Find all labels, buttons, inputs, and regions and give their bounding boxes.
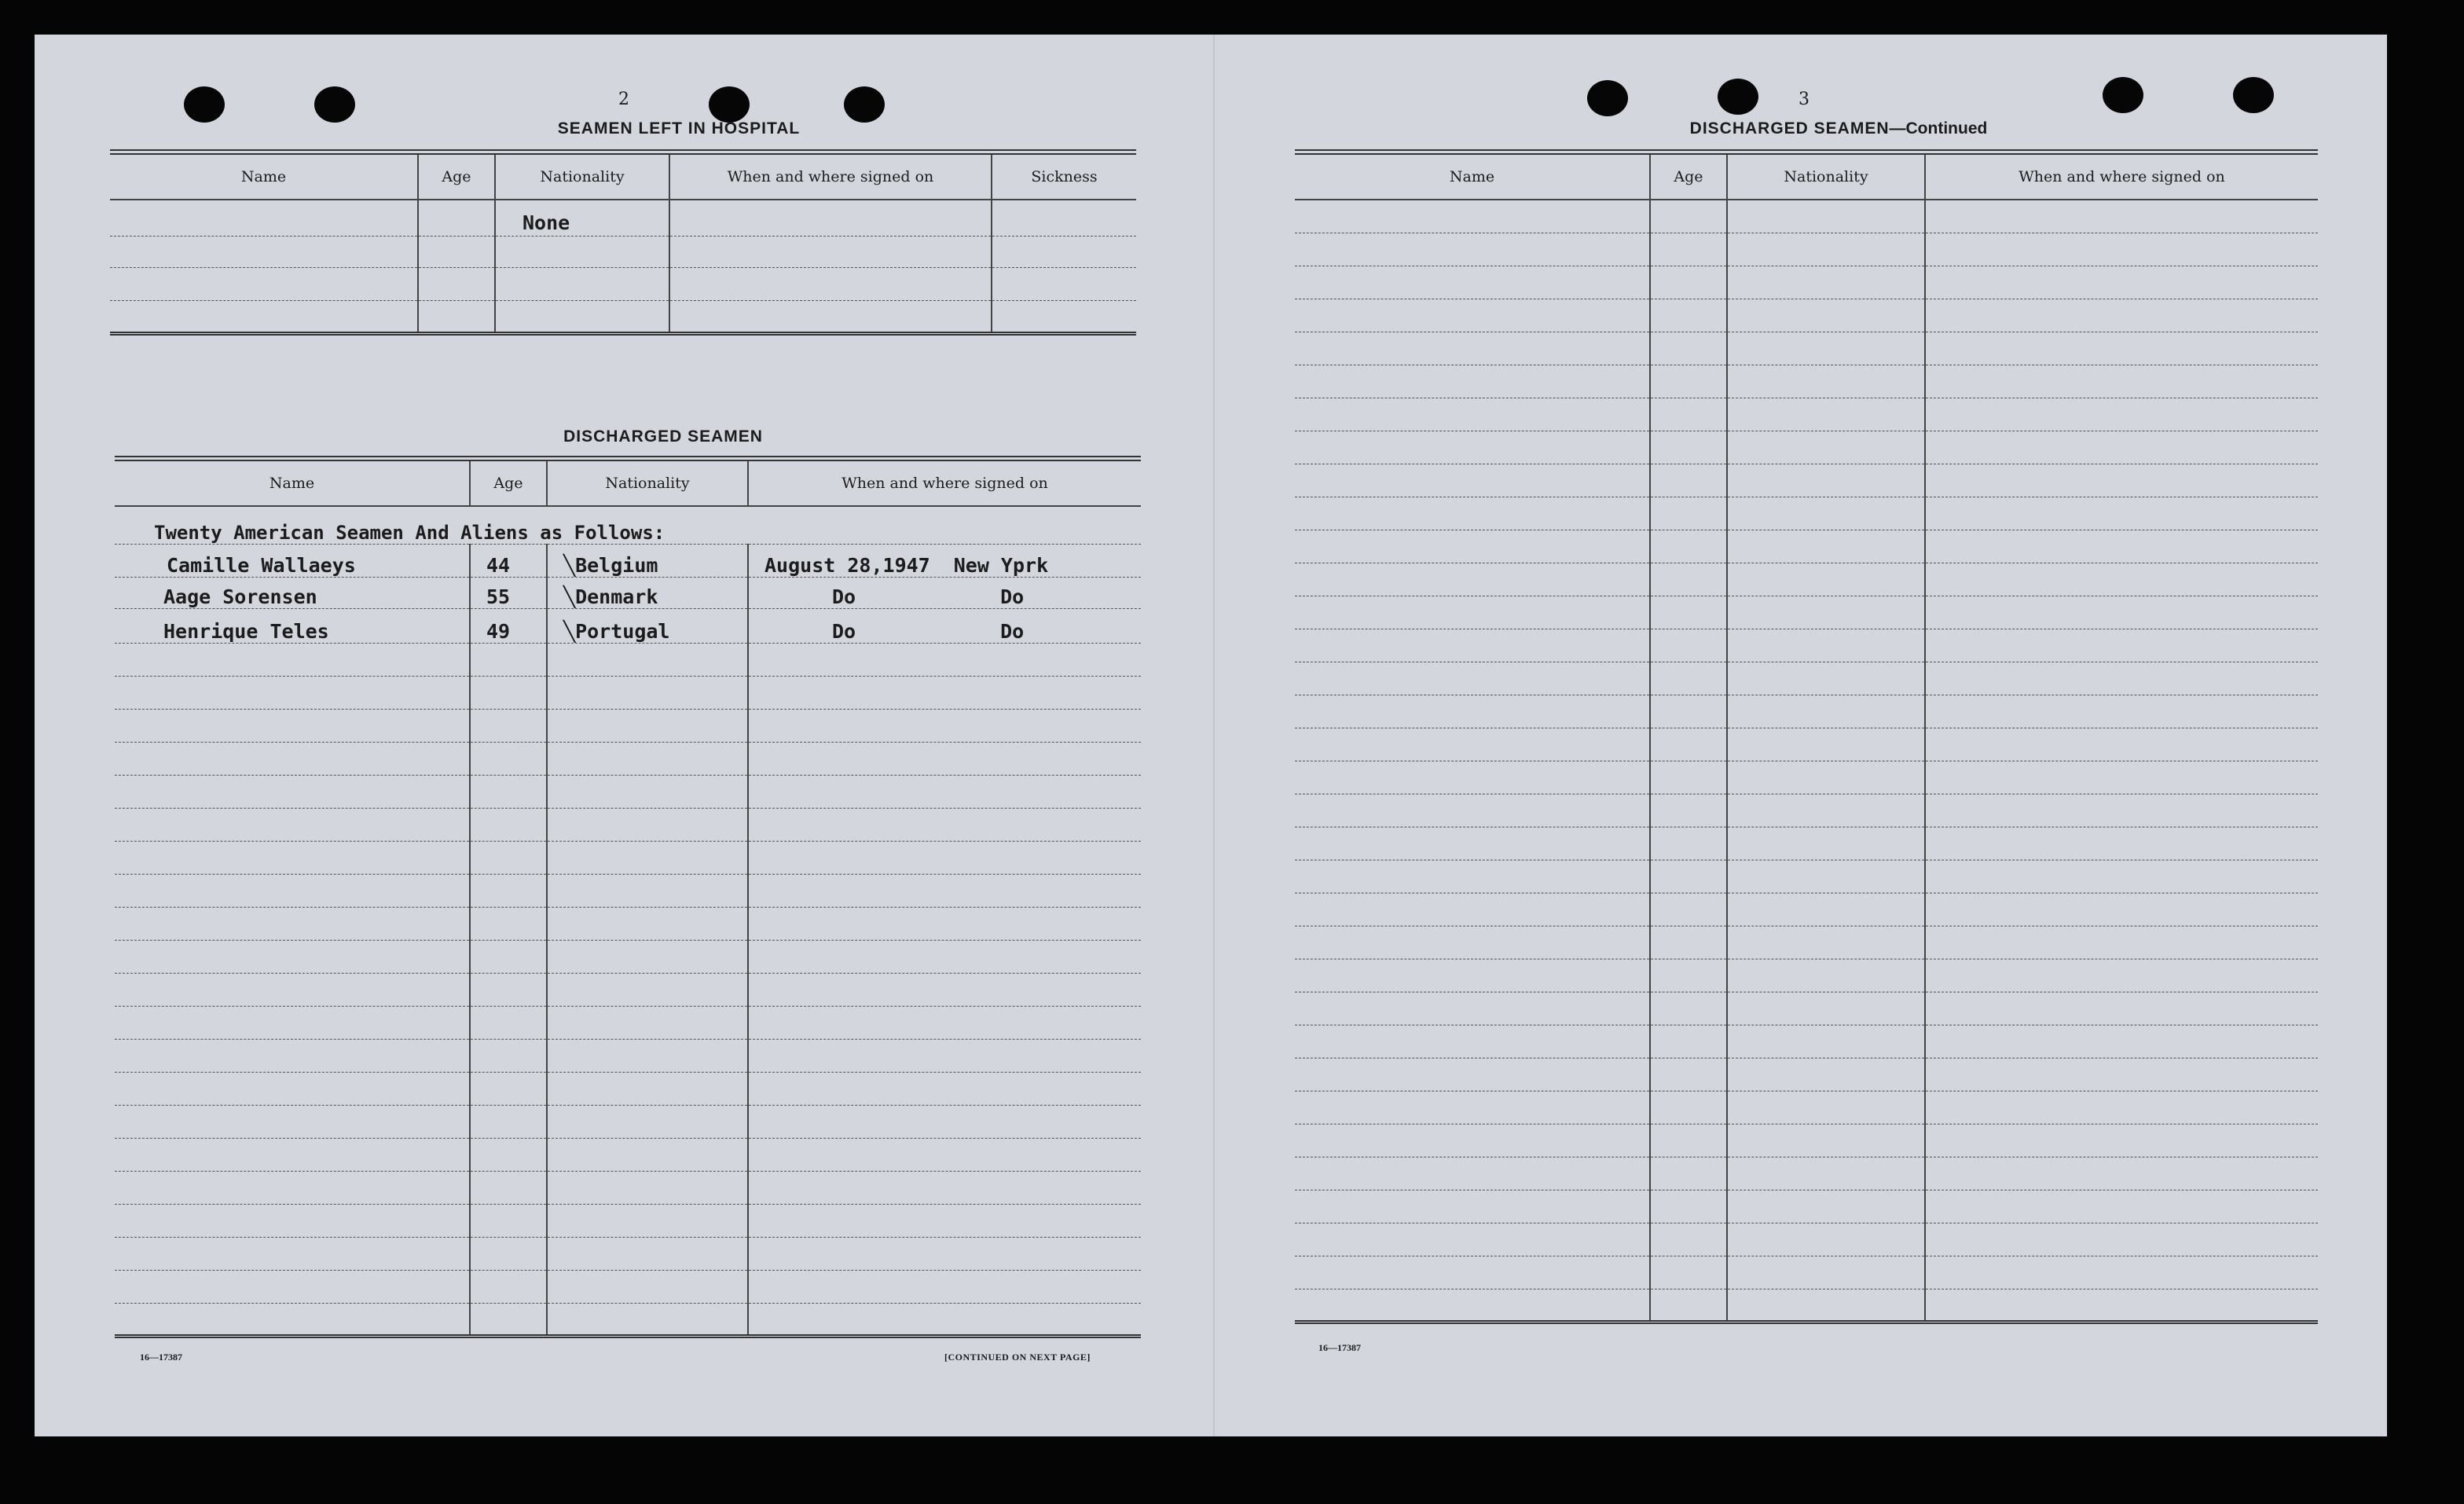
crew-signed-date: August 28,1947	[764, 553, 930, 577]
column-header-signed-on: When and where signed on	[669, 152, 992, 200]
blank-row	[1295, 1124, 2318, 1157]
discharged-section-title: DISCHARGED SEAMEN	[563, 427, 763, 446]
blank-row	[1295, 266, 2318, 299]
form-number: 16—17387	[1318, 1342, 1361, 1353]
column-header-sickness: Sickness	[992, 152, 1136, 200]
hospital-none-entry: None	[495, 200, 669, 236]
table-row	[110, 267, 1136, 300]
hospital-table	[110, 149, 1136, 336]
continued-note: [CONTINUED ON NEXT PAGE]	[944, 1352, 1091, 1363]
blank-row	[1295, 893, 2318, 926]
column-header-signed-on: When and where signed on	[748, 459, 1141, 507]
blank-row	[1295, 695, 2318, 728]
crew-row	[115, 577, 1141, 608]
blank-row	[1295, 1058, 2318, 1091]
blank-row	[115, 874, 1141, 907]
blank-row	[115, 709, 1141, 742]
crew-age: 44	[470, 544, 547, 577]
blank-row	[1295, 200, 2318, 233]
crew-signed-on	[748, 544, 1141, 577]
blank-row	[115, 1303, 1141, 1336]
blank-row	[1295, 662, 2318, 695]
discharged-continued-table	[1295, 149, 2318, 1324]
blank-row	[1295, 299, 2318, 332]
crew-signed-place: Do	[1000, 619, 1025, 643]
blank-row	[1295, 761, 2318, 794]
column-header-age: Age	[418, 152, 495, 200]
crew-nationality: ╲Portugal	[547, 608, 748, 643]
discharged-continued-title	[1571, 119, 2106, 138]
form-number: 16—17387	[140, 1352, 182, 1363]
crew-signed-place: Do	[1000, 585, 1025, 608]
blank-row	[115, 643, 1141, 676]
blank-row	[1295, 1157, 2318, 1190]
table-row	[110, 236, 1136, 267]
crew-age: 49	[470, 608, 547, 643]
column-header-name: Name	[1295, 152, 1650, 200]
discharged-intro-line: Twenty American Seamen And Aliens as Follows:	[115, 506, 1141, 544]
blank-row	[115, 1171, 1141, 1204]
blank-row	[115, 1138, 1141, 1171]
column-header-nationality: Nationality	[547, 459, 748, 507]
crew-name: Camille Wallaeys	[115, 544, 470, 577]
title-main: DISCHARGED SEAMEN	[1689, 119, 1890, 138]
column-header-age: Age	[470, 459, 547, 507]
blank-row	[115, 775, 1141, 808]
blank-row	[115, 907, 1141, 940]
blank-row	[1295, 596, 2318, 629]
crew-signed-on	[748, 608, 1141, 643]
blank-row	[1295, 431, 2318, 464]
crew-name: Henrique Teles	[115, 608, 470, 643]
blank-row	[1295, 563, 2318, 596]
column-header-nationality: Nationality	[495, 152, 669, 200]
crew-signed-date: Do	[832, 619, 856, 643]
right-page	[1213, 35, 2387, 1436]
crew-row	[115, 544, 1141, 577]
blank-row	[1295, 332, 2318, 365]
column-header-name: Name	[110, 152, 418, 200]
table-row	[110, 200, 1136, 236]
blank-row	[1295, 365, 2318, 398]
column-header-age: Age	[1650, 152, 1727, 200]
crew-signed-date: Do	[832, 585, 856, 608]
blank-row	[1295, 827, 2318, 860]
blank-row	[1295, 728, 2318, 761]
blank-row	[115, 1105, 1141, 1138]
crew-age: 55	[470, 577, 547, 608]
blank-row	[1295, 530, 2318, 563]
blank-row	[1295, 464, 2318, 497]
blank-row	[1295, 398, 2318, 431]
blank-row	[1295, 992, 2318, 1025]
column-header-nationality: Nationality	[1727, 152, 1925, 200]
blank-row	[1295, 959, 2318, 992]
blank-row	[1295, 860, 2318, 893]
column-header-name: Name	[115, 459, 470, 507]
title-suffix: —Continued	[1889, 119, 1988, 138]
blank-row	[115, 1039, 1141, 1072]
crew-nationality-value: Belgium	[575, 553, 658, 577]
blank-row	[115, 973, 1141, 1006]
blank-row	[1295, 1256, 2318, 1289]
blank-row	[115, 1270, 1141, 1303]
blank-row	[1295, 794, 2318, 827]
page-number: 3	[1798, 90, 1810, 109]
blank-row	[1295, 1289, 2318, 1322]
crew-nationality-value: Denmark	[575, 585, 658, 608]
discharged-table	[115, 456, 1141, 1338]
blank-row	[1295, 1190, 2318, 1223]
blank-row	[1295, 1091, 2318, 1124]
hospital-section-title: SEAMEN LEFT IN HOSPITAL	[557, 119, 801, 138]
crew-nationality-value: Portugal	[575, 619, 670, 643]
blank-row	[1295, 629, 2318, 662]
manifest-sheet	[35, 35, 2387, 1436]
crew-signed-place: New Yprk	[953, 553, 1049, 577]
table-row	[115, 506, 1141, 544]
blank-row	[1295, 1025, 2318, 1058]
crew-nationality: ╲Belgium	[547, 544, 748, 577]
crew-signed-on	[748, 577, 1141, 608]
blank-row	[115, 1072, 1141, 1105]
table-row	[110, 300, 1136, 333]
crew-nationality: ╲Denmark	[547, 577, 748, 608]
blank-row	[1295, 926, 2318, 959]
left-page	[35, 35, 1213, 1436]
blank-row	[115, 841, 1141, 874]
blank-row	[115, 742, 1141, 775]
blank-row	[1295, 1223, 2318, 1256]
crew-name: Aage Sorensen	[115, 577, 470, 608]
blank-row	[115, 676, 1141, 709]
blank-row	[115, 1006, 1141, 1039]
blank-row	[115, 1204, 1141, 1237]
blank-row	[115, 808, 1141, 841]
blank-row	[1295, 497, 2318, 530]
crew-row	[115, 608, 1141, 643]
column-header-signed-on: When and where signed on	[1925, 152, 2318, 200]
page-number: 2	[618, 90, 629, 109]
blank-row	[115, 1237, 1141, 1270]
blank-row	[115, 940, 1141, 973]
blank-row	[1295, 233, 2318, 266]
